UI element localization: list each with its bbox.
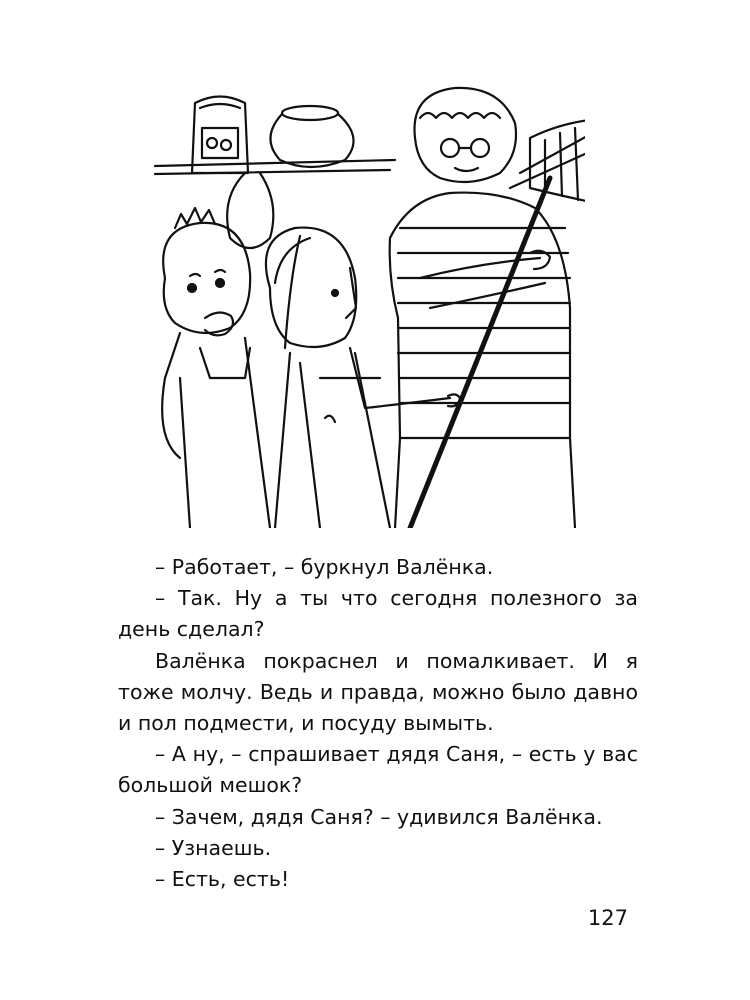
paragraph: – Есть, есть! xyxy=(155,867,290,892)
pot-drawing xyxy=(270,106,353,167)
jar-drawing xyxy=(192,97,248,174)
uncle-figure-drawing xyxy=(390,88,575,528)
boy-figure-drawing xyxy=(162,208,270,528)
page-number: 127 xyxy=(587,906,628,930)
paragraph: – Так. Ну а ты что сегодня полезного за день сделал? xyxy=(118,586,638,642)
body-text xyxy=(118,552,638,895)
paragraph: – Узнаешь. xyxy=(155,835,272,860)
paragraph: – Зачем, дядя Саня? – удивился Валёнка. xyxy=(155,804,603,829)
paragraph: Валёнка покраснел и помалкивает. И я тоже молчу. Ведь и правда, можно было давно и пол подмести, и посуду вымыть. xyxy=(118,648,638,736)
paragraph: – Работает, – буркнул Валёнка. xyxy=(155,555,494,579)
broom-drawing xyxy=(410,118,585,528)
illustration xyxy=(150,78,585,528)
paragraph: – А ну, – спрашивает дядя Саня, – есть у вас большой мешок? xyxy=(118,742,638,798)
